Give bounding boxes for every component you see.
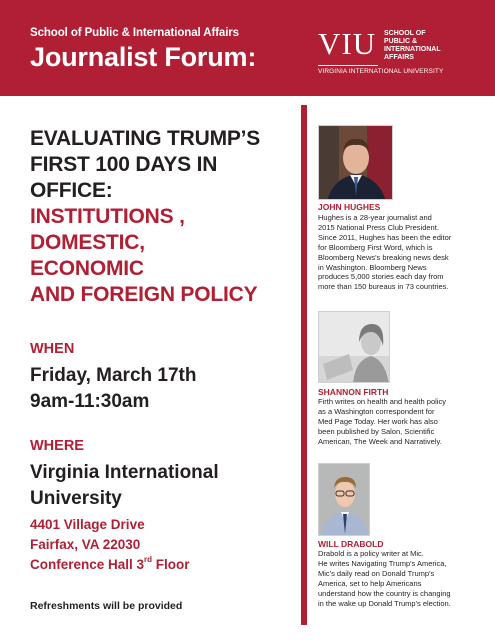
speaker-bio <box>318 549 493 608</box>
bio-line: Hughes is a 28-year journalist and <box>318 213 432 222</box>
speaker-bio <box>318 397 493 447</box>
column-divider <box>301 105 307 625</box>
logo-line: SCHOOL OF <box>384 30 426 37</box>
bio-line: been published by Salon, Scientific <box>318 426 435 436</box>
topic-line: AND FOREIGN POLICY <box>30 283 258 306</box>
bio-line: in Washington. Bloomberg News <box>318 262 427 272</box>
bio-line: more than 150 bureaus in 73 countries. <box>318 282 449 292</box>
bio-line: Drabold is a policy writer at Mic. <box>318 549 424 558</box>
school-name: School of Public & International Affairs <box>30 27 239 39</box>
address-line: Fairfax, VA 22030 <box>30 537 141 552</box>
topic-line: INSTITUTIONS , <box>30 205 185 228</box>
bio-line: 2015 National Press Club President. <box>318 222 439 232</box>
logo-line: PUBLIC & <box>384 38 418 45</box>
address-line: 4401 Village Drive <box>30 517 145 532</box>
speaker-photo-hughes <box>318 125 393 200</box>
event-time: 9am-11:30am <box>30 391 150 412</box>
refreshments-note: Refreshments will be provided <box>30 600 183 612</box>
title-line: EVALUATING TRUMP’S <box>30 127 261 150</box>
logo-rule <box>318 65 378 66</box>
speaker-name: SHANNON FIRTH <box>318 387 389 397</box>
venue-line: University <box>30 488 122 509</box>
bio-line: He writes Navigating Trump's America, <box>318 558 447 568</box>
where-label: WHERE <box>30 438 84 454</box>
logo-line: AFFAIRS <box>384 54 414 61</box>
speaker-photo-firth <box>318 311 390 383</box>
speaker-name: WILL DRABOLD <box>318 539 384 549</box>
venue-line: Virginia International <box>30 462 219 483</box>
bio-line: Mic's daily read on Donald Trump's <box>318 568 435 578</box>
logo-line: INTERNATIONAL <box>384 46 441 53</box>
logo-mark: VIU <box>318 26 377 61</box>
event-title <box>30 126 295 308</box>
viu-logo <box>318 26 488 80</box>
page-title: Journalist Forum: <box>30 42 257 72</box>
logo-school-text <box>384 30 441 62</box>
bio-line: Since 2011, Hughes has been the editor <box>318 232 452 242</box>
logo-university: VIRGINIA INTERNATIONAL UNIVERSITY <box>318 68 444 75</box>
bio-line: Firth writes on health and health policy <box>318 397 446 406</box>
bio-line: Bloomberg News's breaking news desk <box>318 252 449 262</box>
event-date: Friday, March 17th <box>30 365 197 386</box>
title-line: OFFICE: <box>30 179 113 202</box>
room-suffix: Floor <box>152 557 190 572</box>
when-label: WHEN <box>30 341 75 357</box>
bio-line: in the wake up Donald Trump's election. <box>318 598 451 608</box>
speaker-bio <box>318 213 493 292</box>
topic-line: DOMESTIC, <box>30 231 145 254</box>
topic-line: ECONOMIC <box>30 257 144 280</box>
speaker-photo-drabold <box>318 463 370 536</box>
bio-line: produces 5,000 stories each day from <box>318 272 444 282</box>
bio-line: as a Washington correspondent for <box>318 406 435 416</box>
room-sup: rd <box>144 555 153 564</box>
bio-line: understand how the country is changing <box>318 588 451 598</box>
bio-line: for Bloomberg First Word, which is <box>318 242 433 252</box>
room-prefix: Conference Hall 3 <box>30 557 145 572</box>
title-line: FIRST 100 DAYS IN <box>30 153 218 176</box>
room-line <box>30 555 190 574</box>
bio-line: America, set to help Americans <box>318 578 422 588</box>
bio-line: American, The Week and Narratively. <box>318 436 442 446</box>
speaker-name: JOHN HUGHES <box>318 202 381 212</box>
header-banner <box>0 0 495 96</box>
bio-line: Med Page Today. Her work has also <box>318 416 438 426</box>
